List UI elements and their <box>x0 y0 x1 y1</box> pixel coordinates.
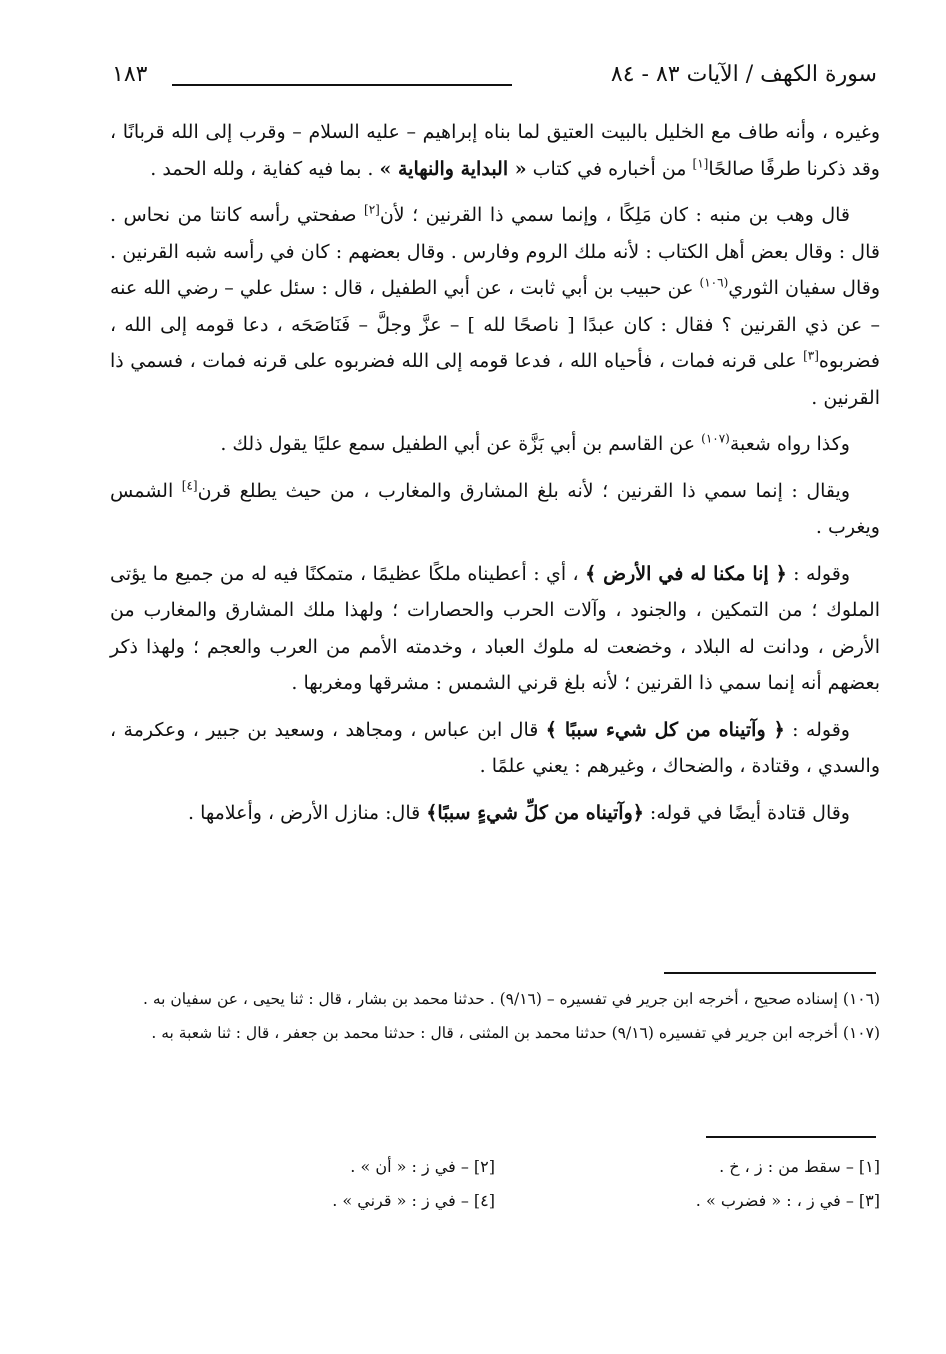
variant-note-3: [٣] – في ز ، : « فضرب » . <box>695 1191 880 1210</box>
quran-verse: ﴿ وآتيناه من كل شيء سببًا ﴾ <box>545 718 785 741</box>
variants-separator <box>706 1136 876 1138</box>
variant-note-4: [٤] – في ز : « قرني » . <box>332 1191 495 1210</box>
text-run: ، أي : أعطيناه ملكًا عظيمًا ، متمكنًا فيه له من جميع ما يؤتى الملوك ؛ من التمكين ، والجنود ، وآلات الحرب والحصارات ؛ ولهذا ملك المشارق والمغارب من الأرض ، ودانت له البلاد ، وخضعت له ملوك العباد ، وخدمته الأمم من العرب والعجم ؛ ولهذا ذكر بعضهم أنه إنما سمي ذا القرنين ؛ لأنه بلغ قرني الشمس : مشرقها ومغربها . <box>110 562 880 694</box>
text-run: وقوله : <box>786 562 850 585</box>
footnote-ref: (١٠٧) <box>701 431 730 446</box>
text-run: من أخباره في كتاب <box>526 157 693 180</box>
main-text <box>110 114 880 841</box>
text-run: . بما فيه كفاية ، ولله الحمد . <box>150 157 380 180</box>
variant-ref: [٣] <box>803 348 819 363</box>
variant-ref: [١] <box>692 156 709 171</box>
quran-verse: ﴿وآتيناه من كلِّ شيءٍ سببًا﴾ <box>426 801 644 824</box>
footnotes <box>110 984 880 1052</box>
text-run: وكذا رواه شعبة <box>729 433 850 455</box>
text-run: على قرنه فمات ، فأحياه الله ، فدعا قومه إلى الله فضربوه على قرنه فمات ، فسمي ذا القرنين . <box>110 350 880 409</box>
footnote-ref: (١٠٦) <box>699 275 729 290</box>
header-rule <box>172 84 512 86</box>
variant-note-2: [٢] – في ز : « أن » . <box>350 1157 495 1176</box>
text-run: وقال قتادة أيضًا في قوله: <box>643 801 850 824</box>
paragraph-6 <box>110 712 880 785</box>
text-run: وغيره ، وأنه طاف مع الخليل بالبيت العتيق لما بناه إبراهيم – عليه السلام – وقرب إلى الله قربانًا ، وقد ذكرنا طرفًا صالحًا <box>110 121 880 180</box>
footnote-106: (١٠٦) إسناده صحيح ، أخرجه ابن جرير في تفسيره – (٩/١٦) . حدثنا محمد بن بشار ، قال : ثنا يحيى ، عن سفيان به . <box>143 990 880 1008</box>
footnote-107: (١٠٧) أخرجه ابن جرير في تفسيره (٩/١٦) حدثنا محمد بن المثنى ، قال : حدثنا محمد بن جعفر ، قال : ثنا شعبة به . <box>151 1024 880 1042</box>
variant-ref: [٢] <box>364 202 380 217</box>
page-header <box>112 62 877 96</box>
footnote-separator <box>664 972 876 974</box>
text-run: وقوله : <box>784 718 850 741</box>
paragraph-1 <box>110 114 880 187</box>
paragraph-2 <box>110 197 880 416</box>
running-title: سورة الكهف / الآيات ٨٣ - ٨٤ <box>610 62 877 87</box>
manuscript-variants <box>110 1150 880 1218</box>
text-run: عن حبيب بن أبي ثابت ، عن أبي الطفيل ، قال : سئل علي – رضي الله عنه – عن ذي القرنين ؟ فقال : كان عبدًا [ ناصحًا لله ] – عزَّ وجلَّ – فَنَاصَحَه ، دعا قومه إلى الله ، فضربوه <box>110 277 880 372</box>
book-title: « البداية والنهاية » <box>379 157 527 180</box>
quran-verse: ﴿ إنا مكنا له في الأرض ﴾ <box>585 562 787 585</box>
page-number: ١٨٣ <box>112 62 148 87</box>
text-run: قال ابن عباس ، ومجاهد ، وسعيد بن جبير ، وعكرمة ، والسدي ، وقتادة ، والضحاك ، وغيرهم : يعني علمًا . <box>110 718 880 777</box>
paragraph-7 <box>110 795 880 832</box>
variants-row <box>110 1150 880 1184</box>
variants-row <box>110 1184 880 1218</box>
paragraph-4 <box>110 473 880 546</box>
text-run: صفحتي رأسه كانتا من نحاس . قال : وقال بعض أهل الكتاب : لأنه ملك الروم وفارس . وقال بعضهم : كان في رأسه شبه القرنين . وقال سفيان الثوري <box>110 204 880 299</box>
paragraph-5 <box>110 556 880 702</box>
variant-ref: [٤] <box>181 478 198 493</box>
text-run: الشمس ويغرب . <box>110 479 880 538</box>
variant-note-1: [١] – سقط من : ز ، خ . <box>719 1157 880 1176</box>
text-run: ويقال : إنما سمي ذا القرنين ؛ لأنه بلغ المشارق والمغارب ، من حيث يطلع قرن <box>197 479 851 502</box>
text-run: قال: منازل الأرض ، وأعلامها . <box>187 801 427 824</box>
text-run: قال وهب بن منبه : كان مَلِكًا ، وإنما سمي ذا القرنين ؛ لأن <box>379 204 850 226</box>
text-run: عن القاسم بن أبي بَزَّة عن أبي الطفيل سمع عليًا يقول ذلك . <box>220 433 702 455</box>
paragraph-3 <box>110 426 880 463</box>
